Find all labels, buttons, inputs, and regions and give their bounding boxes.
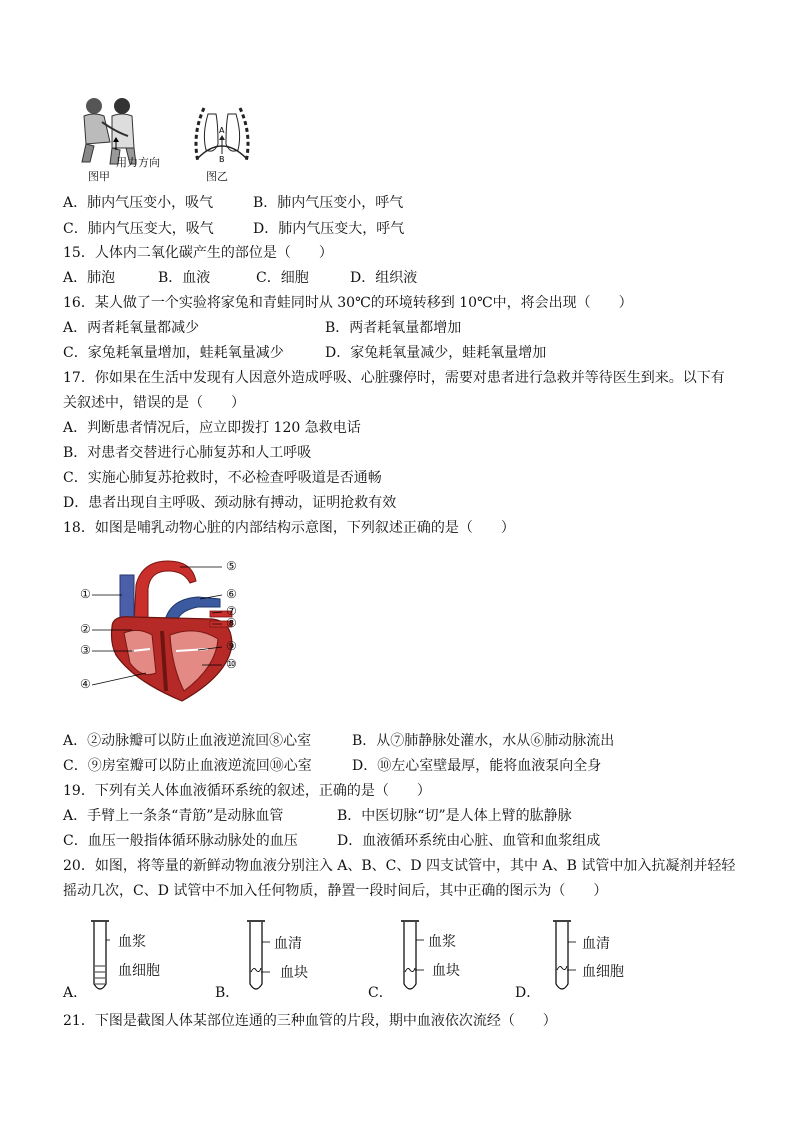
q16-stem: 16．某人做了一个实验将家兔和青蛙同时从 30℃的环境转移到 10℃中，将会出现（ ） — [63, 295, 633, 311]
heart-label-5: ⑤ — [226, 559, 237, 573]
q16-option-c[interactable]: C．家兔耗氧量增加，蛙耗氧量减少 — [63, 345, 284, 361]
tube-c[interactable] — [400, 920, 424, 996]
tube-b-bottom-label: 血块 — [280, 965, 308, 981]
tube-b-top-label: 血清 — [274, 936, 302, 952]
q15-option-d[interactable]: D．组织液 — [350, 270, 418, 286]
heart-label-1: ① — [80, 587, 91, 601]
q15-stem: 15．人体内二氧化碳产生的部位是（ ） — [63, 245, 333, 261]
tube-a-letter: A． — [63, 985, 88, 1001]
heart-label-4: ④ — [80, 677, 91, 691]
fig-yi-label: 图乙 — [206, 170, 228, 183]
q14-option-a[interactable]: A．肺内气压变小，吸气 — [63, 195, 214, 211]
q18-option-a[interactable]: A．②动脉瓣可以防止血液逆流回⑧心室 — [63, 733, 312, 749]
tube-c-letter: C． — [368, 985, 393, 1001]
q14-option-d[interactable]: D．肺内气压变大，呼气 — [253, 221, 405, 237]
tube-d-top-label: 血清 — [582, 936, 610, 952]
q14-option-c[interactable]: C．肺内气压变大，吸气 — [63, 221, 214, 237]
q18-option-b[interactable]: B．从⑦肺静脉处灌水，水从⑥肺动脉流出 — [352, 733, 615, 749]
q17-stem-line2: 关叙述中，错误的是（ ） — [63, 395, 245, 411]
figure-yi — [190, 104, 254, 166]
force-direction-label: 用力方向 — [116, 156, 160, 169]
q15-option-c[interactable]: C．细胞 — [256, 270, 309, 286]
tube-b[interactable] — [246, 920, 270, 996]
heart-label-2: ② — [80, 622, 91, 636]
q17-option-c[interactable]: C．实施心肺复苏抢救时，不必检查呼吸道是否通畅 — [63, 470, 382, 486]
q15-option-b[interactable]: B．血液 — [158, 270, 211, 286]
q18-option-c[interactable]: C．⑨房室瓣可以防止血液逆流回⑩心室 — [63, 758, 312, 774]
q20-stem-line2: 摇动几次，C、D 试管中不加入任何物质，静置一段时间后，其中正确的图示为（ ） — [63, 883, 608, 899]
tube-b-letter: B． — [215, 985, 240, 1001]
q18-stem: 18．如图是哺乳动物心脏的内部结构示意图，下列叙述正确的是（ ） — [63, 520, 515, 536]
tube-c-top-label: 血浆 — [428, 934, 456, 950]
heart-diagram — [72, 555, 252, 705]
q16-option-b[interactable]: B．两者耗氧量都增加 — [325, 320, 462, 336]
q19-option-c[interactable]: C．血压一般指体循环脉动脉处的血压 — [63, 833, 298, 849]
q17-option-b[interactable]: B．对患者交替进行心肺复苏和人工呼吸 — [63, 445, 312, 461]
tube-c-bottom-label: 血块 — [432, 963, 460, 979]
heart-label-9: ⑨ — [226, 639, 237, 653]
point-a-label: A — [219, 126, 225, 135]
q17-option-a[interactable]: A．判断患者情况后，应立即拨打 120 急救电话 — [63, 420, 361, 436]
q19-option-d[interactable]: D．血液循环系统由心脏、血管和血浆组成 — [337, 833, 601, 849]
heart-label-8: ⑧ — [226, 616, 237, 630]
tube-a-bottom-label: 血细胞 — [118, 963, 160, 979]
fig-jia-label: 图甲 — [88, 170, 110, 183]
tube-d-bottom-label: 血细胞 — [582, 964, 624, 980]
q16-option-d[interactable]: D．家兔耗氧量减少，蛙耗氧量增加 — [325, 345, 547, 361]
q15-option-a[interactable]: A．肺泡 — [63, 270, 116, 286]
q14-option-b[interactable]: B．肺内气压变小，呼气 — [253, 195, 404, 211]
q19-option-a[interactable]: A．手臂上一条条“青筋”是动脉血管 — [63, 808, 284, 824]
heart-label-10: ⑩ — [226, 657, 237, 671]
q17-stem-line1: 17．你如果在生活中发现有人因意外造成呼吸、心脏骤停时，需要对患者进行急救并等待医生到来。以下有 — [63, 370, 725, 386]
q18-option-d[interactable]: D．⑩左心室壁最厚，能将血液泵向全身 — [352, 758, 602, 774]
tube-a-top-label: 血浆 — [118, 934, 146, 950]
q20-stem-line1: 20．如图，将等量的新鲜动物血液分别注入 A、B、C、D 四支试管中，其中 A、B 试管中加入抗凝剂并轻轻 — [63, 858, 736, 874]
tube-d-letter: D． — [515, 985, 541, 1001]
q19-stem: 19．下列有关人体血液循环系统的叙述，正确的是（ ） — [63, 783, 431, 799]
heart-label-3: ③ — [80, 643, 91, 657]
q17-option-d[interactable]: D．患者出现自主呼吸、颈动脉有搏动，证明抢救有效 — [63, 495, 397, 511]
point-b-label: B — [219, 155, 225, 164]
q21-stem: 21．下图是截图人体某部位连通的三种血管的片段，期中血液依次流经（ ） — [63, 1013, 557, 1029]
q19-option-b[interactable]: B．中医切脉“切”是人体上臂的肱静脉 — [337, 808, 572, 824]
heart-label-7: ⑦ — [226, 604, 237, 618]
heart-label-6: ⑥ — [226, 587, 237, 601]
tube-a[interactable] — [90, 920, 110, 996]
q16-option-a[interactable]: A．两者耗氧量都减少 — [63, 320, 200, 336]
tube-d[interactable] — [552, 920, 576, 996]
